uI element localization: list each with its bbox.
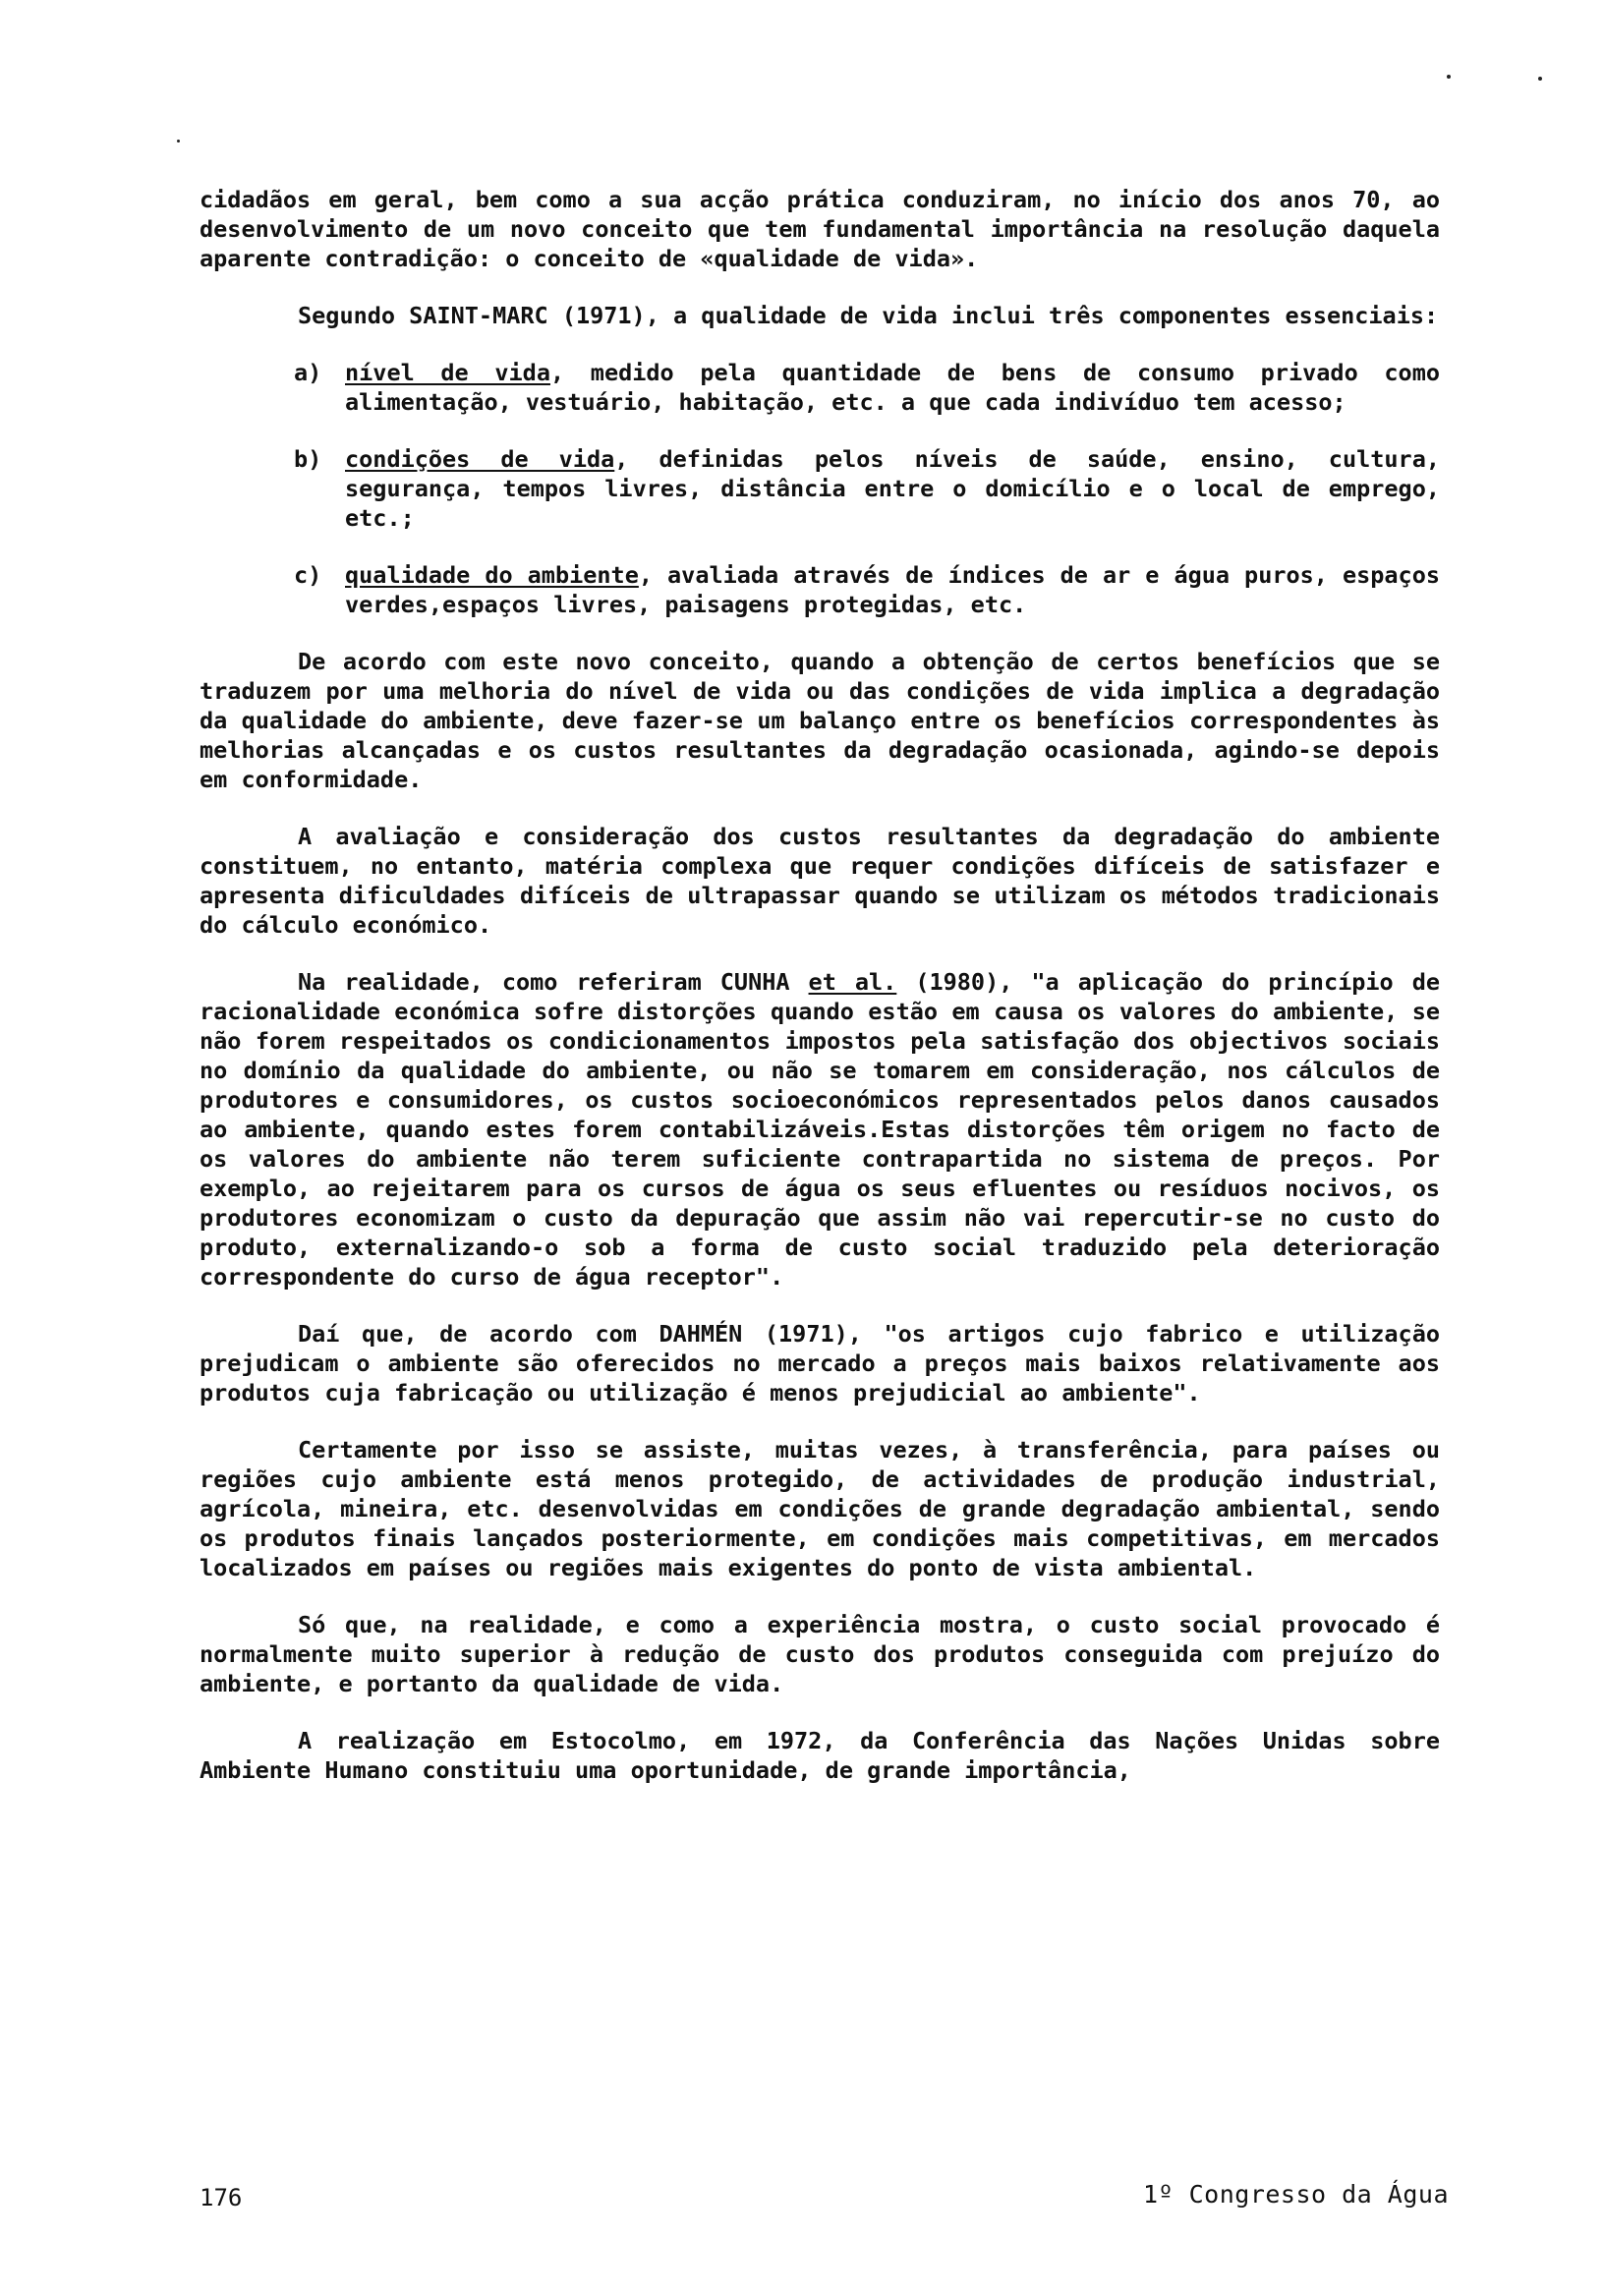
list-marker: c): [294, 561, 322, 589]
component-item-c: [200, 560, 1440, 619]
so-que-paragraph: Só que, na realidade, e como a experiência mostra, o custo social provocado é normalmente muito superior à redução de custo dos produtos conseguida com prejuízo do ambiente, e portanto da qualidade de vida.: [200, 1611, 1440, 1697]
et-al-citation: et al.: [808, 968, 897, 996]
component-description: , definidas pelos níveis de saúde, ensino, cultura, segurança, tempos livres, distância entre o domicílio e o local de emprego, etc.;: [345, 445, 1440, 532]
certamente-paragraph: Certamente por isso se assiste, muitas vezes, à transferência, para países ou regiões cujo ambiente está menos protegido, de actividades de produção industrial, agrícola, mineira, etc. desenvolvidas em condições de grande degradação ambiental, sendo os produtos finais lançados posteriormente, em condições mais competitivas, em mercados localizados em países ou regiões mais exigentes do ponto de vista ambiental.: [200, 1436, 1440, 1581]
estocolmo-paragraph: A realização em Estocolmo, em 1972, da Conferência das Nações Unidas sobre Ambiente Humano constituiu uma oportunidade, de grande importância,: [200, 1727, 1440, 1784]
scan-speck: [177, 140, 180, 143]
component-term: nível de vida: [345, 359, 550, 386]
acordo-paragraph: De acordo com este novo conceito, quando a obtenção de certos benefícios que se traduzem por uma melhoria do nível de vida ou das condições de vida implica a degradação da qualidade do ambiente, deve fazer-se um balanço entre os benefícios correspondentes às melhorias alcançadas e os custos resultantes da degradação ocasionada, agindo-se depois em conformidade.: [200, 648, 1440, 793]
component-description: , medido pela quantidade de bens de consumo privado como alimentação, vestuário, habitação, etc. a que cada indivíduo tem acesso;: [345, 359, 1440, 416]
component-item-a: [200, 358, 1440, 417]
list-marker: b): [294, 445, 322, 473]
component-term: condições de vida: [345, 445, 615, 473]
scan-speck: [1538, 77, 1542, 81]
component-description: , avaliada através de índices de ar e água puros, espaços verdes,espaços livres, paisagens protegidas, etc.: [345, 561, 1440, 618]
saint-marc-paragraph: Segundo SAINT-MARC (1971), a qualidade de vida inclui três componentes essenciais:: [298, 302, 1439, 329]
dahmen-paragraph: Daí que, de acordo com DAHMÉN (1971), "os artigos cujo fabrico e utilização prejudicam o ambiente são oferecidos no mercado a preços mais baixos relativamente aos produtos cuja fabricação ou utilização é menos prejudicial ao ambiente".: [200, 1320, 1440, 1406]
scan-speck: [1447, 75, 1451, 79]
realidade-paragraph: [200, 967, 1440, 1292]
realidade-text-start: Na realidade, como referiram CUNHA: [298, 968, 809, 996]
avaliacao-paragraph: A avaliação e consideração dos custos resultantes da degradação do ambiente constituem, no entanto, matéria complexa que requer condições difíceis de satisfazer e apresenta dificuldades difíceis de ultrapassar quando se utilizam os métodos tradicionais do cálculo económico.: [200, 823, 1440, 939]
realidade-text-rest: (1980), "a aplicação do princípio de racionalidade económica sofre distorções quando estão em causa os valores do ambiente, se não forem respeitados os condicionamentos impostos pela satisfação dos objectivos sociais no domínio da qualidade do ambiente, ou não se tomarem em consideração, nos cálculos de produtores e consumidores, os custos socioeconómicos representados pelos danos causados ao ambiente, quando estes forem contabilizáveis.Estas distorções têm origem no facto de os valores do ambiente não terem suficiente contrapartida no sistema de preços. Por exemplo, ao rejeitarem para os cursos de água os seus efluentes ou resíduos nocivos, os produtores economizam o custo da depuração que assim não vai repercutir-se no custo do produto, externalizando-o sob a forma de custo social traduzido pela deterioração correspondente do curso de água receptor".: [200, 968, 1441, 1291]
list-marker: a): [294, 359, 322, 386]
components-list: [200, 358, 1440, 619]
component-item-b: [200, 444, 1440, 533]
body-text: [200, 185, 1440, 1812]
page-number: 176: [200, 2184, 243, 2211]
publication-title: 1º Congresso da Água: [1142, 2180, 1449, 2209]
component-term: qualidade do ambiente: [345, 561, 639, 589]
intro-paragraph: cidadãos em geral, bem como a sua acção prática conduziram, no início dos anos 70, ao desenvolvimento de um novo conceito que tem fundamental importância na resolução daquela aparente contradição: o conceito de «qualidade de vida».: [200, 186, 1440, 272]
